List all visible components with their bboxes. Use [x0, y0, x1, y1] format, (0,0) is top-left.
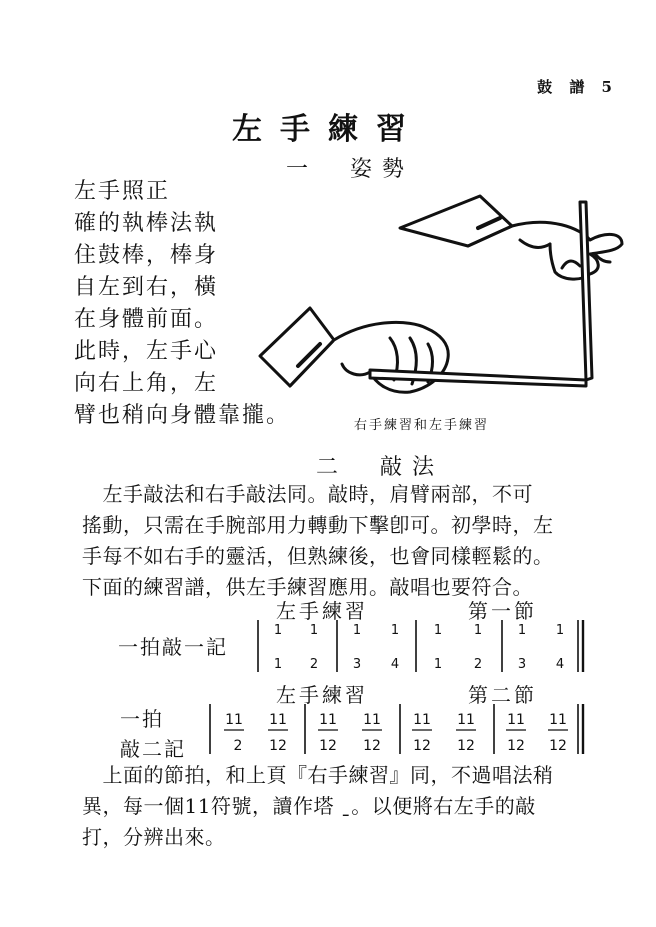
- paragraph-line: 打，分辨出來。: [82, 825, 226, 849]
- page-header: 鼓 譜 5: [537, 78, 618, 96]
- section1-heading: 一 姿勢: [286, 157, 415, 182]
- note-count: 12: [549, 738, 567, 754]
- note-pair: 11: [319, 712, 337, 728]
- intro-line: 在身體前面。: [74, 307, 219, 332]
- note-top: 1: [273, 623, 283, 638]
- intro-line: 向右上角，左: [74, 371, 219, 396]
- section2-heading: 二 敲法: [316, 455, 445, 480]
- paragraph-2: [82, 760, 642, 853]
- note-top: 1: [517, 623, 527, 638]
- note-pair: 11: [457, 712, 475, 728]
- note-top: 1: [433, 623, 443, 638]
- note-top: 1: [309, 623, 319, 638]
- exercise2-label-line2: 敲二記: [120, 737, 186, 761]
- note-count: 12: [457, 738, 475, 754]
- note-count: 12: [269, 738, 287, 754]
- note-count: 2: [473, 657, 483, 672]
- paragraph-1: [82, 479, 642, 603]
- note-pair: 11: [363, 712, 381, 728]
- note-count: 4: [555, 657, 565, 672]
- note-count: 3: [517, 657, 527, 672]
- exercise1-label: 一拍敲一記: [118, 635, 228, 659]
- note-count: 1: [273, 657, 283, 672]
- intro-line: 臂也稍向身體靠攏。: [74, 403, 291, 428]
- exercise2-staff: [200, 700, 590, 758]
- note-count: 12: [507, 738, 525, 754]
- note-count: 2: [309, 657, 319, 672]
- note-count: 1: [433, 657, 443, 672]
- paragraph-line: 異，每一個11符號，讀作塔 ˍ。以便將右左手的敲: [82, 794, 536, 818]
- intro-line: 左手照正: [74, 179, 171, 204]
- paragraph-line: 搖動，只需在手腕部用力轉動下擊卽可。初學時，左: [82, 513, 554, 537]
- note-top: 1: [473, 623, 483, 638]
- exercise2-label-line1: 一拍: [120, 707, 164, 731]
- exercise1-staff: [250, 618, 590, 674]
- note-count: 12: [319, 738, 337, 754]
- hands-illustration: [250, 188, 640, 408]
- note-pair: 11: [269, 712, 287, 728]
- exercise2-section: 第二節: [468, 683, 537, 707]
- page-title: 左手練習: [232, 112, 424, 147]
- note-count: 12: [413, 738, 431, 754]
- intro-line: 住鼓棒，棒身: [74, 243, 219, 268]
- note-top: 1: [555, 623, 565, 638]
- paragraph-line: 下面的練習譜，供左手練習應用。敲唱也要符合。: [82, 575, 533, 599]
- paragraph-line: 左手敲法和右手敲法同。敲時，肩臂兩部，不可: [82, 482, 533, 506]
- note-count: 2: [233, 738, 243, 754]
- intro-line: 此時，左手心: [74, 339, 219, 364]
- note-top: 1: [352, 623, 362, 638]
- note-count: 3: [352, 657, 362, 672]
- exercise1-name: 左手練習: [276, 599, 368, 623]
- paragraph-line: 上面的節拍，和上頁『右手練習』同，不過唱法稍: [82, 763, 554, 787]
- note-pair: 11: [225, 712, 243, 728]
- note-pair: 11: [549, 712, 567, 728]
- note-pair: 11: [507, 712, 525, 728]
- note-count: 4: [390, 657, 400, 672]
- note-pair: 11: [413, 712, 431, 728]
- figure-caption: 右手練習和左手練習: [354, 418, 490, 433]
- note-top: 1: [390, 623, 400, 638]
- intro-line: 確的執棒法執: [74, 211, 219, 236]
- paragraph-line: 手每不如右手的靈活，但熟練後，也會同樣輕鬆的。: [82, 544, 554, 568]
- intro-text: [74, 176, 291, 432]
- intro-line: 自左到右，橫: [74, 275, 219, 300]
- note-count: 12: [363, 738, 381, 754]
- exercise2-name: 左手練習: [276, 683, 368, 707]
- exercise1-section: 第一節: [468, 599, 537, 623]
